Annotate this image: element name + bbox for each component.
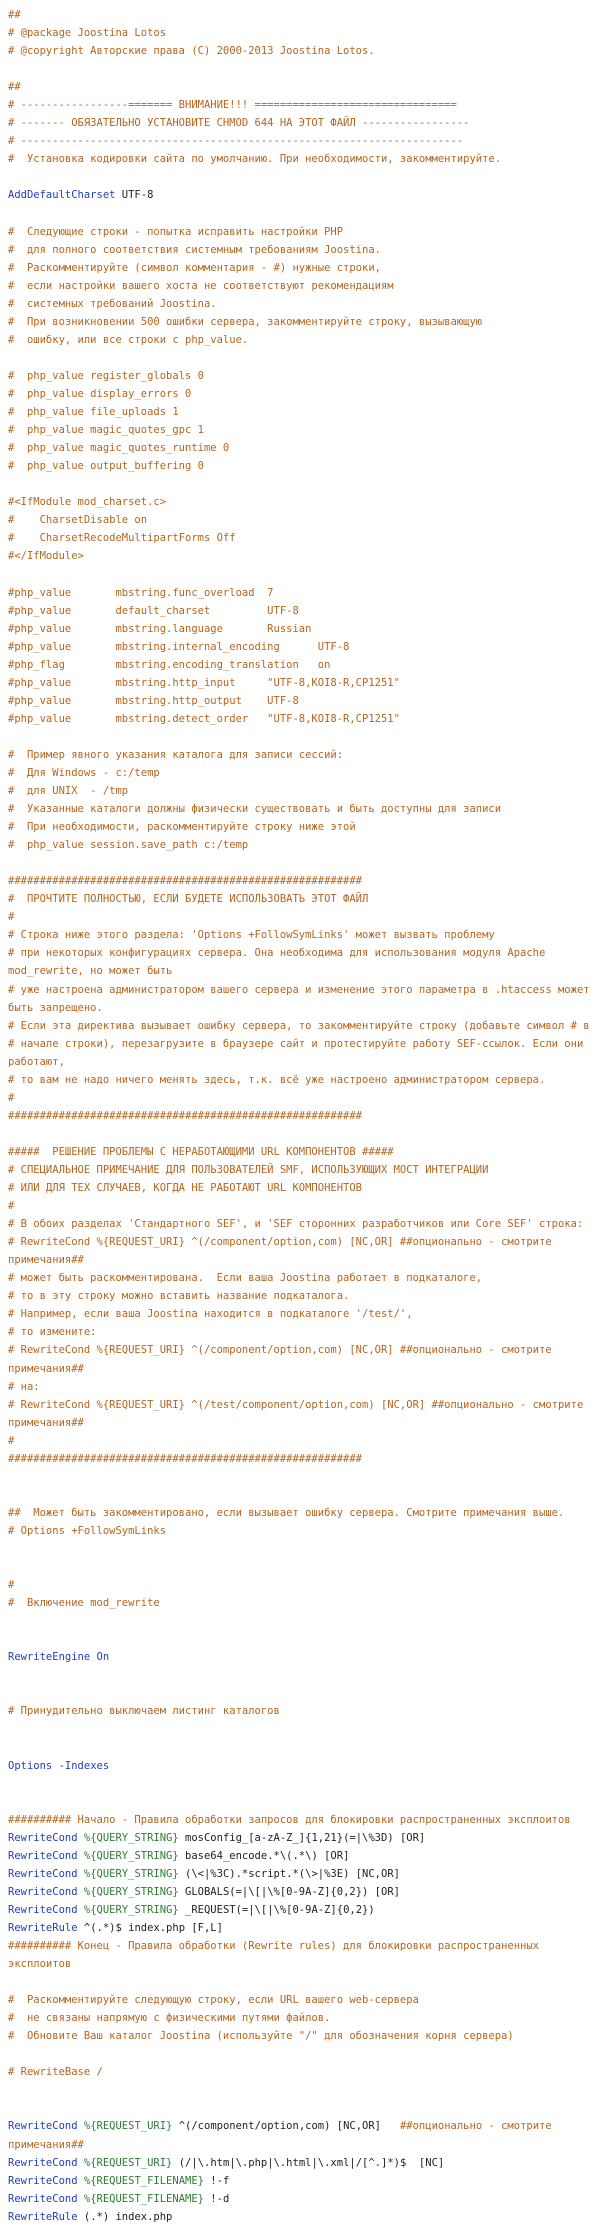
- comment-text: # Следующие строки - попытка исправить настройки PHP: [8, 225, 344, 238]
- code-line: [8, 692, 592, 710]
- code-line: [8, 547, 592, 565]
- code-line: [8, 1594, 592, 1612]
- code-line: [8, 1720, 592, 1738]
- comment-text: #php_flag mbstring.encoding_translation on: [8, 658, 331, 671]
- comment-text: #php_value mbstring.language Russian: [8, 622, 312, 635]
- code-line: [8, 981, 596, 1017]
- comment-text: # php_value file_uploads 1: [8, 406, 179, 419]
- code-line: [8, 1937, 592, 1973]
- code-line: [8, 2154, 592, 2172]
- code-text: !-d: [203, 2192, 230, 2205]
- code-text: (/|\.htm|\.php|\.html|\.xml|/[^.]*)$ [NC]: [172, 2156, 445, 2169]
- comment-text: # для UNIX - /tmp: [8, 785, 129, 798]
- code-line: [8, 782, 592, 800]
- code-line: [8, 259, 592, 277]
- server-variable: %{REQUEST_URI}: [83, 2120, 173, 2133]
- comment-text: ########## Конец - Правила обработки (Rewrite rules) для блокировки распространенных эксплоитов: [8, 1940, 546, 1971]
- directive-keyword: RewriteCond: [8, 2156, 78, 2169]
- comment-text: ########################################################: [8, 1452, 363, 1465]
- comment-text: # если настройки вашего хоста не соответствуют рекомендациям: [8, 279, 394, 292]
- comment-text: #: [8, 1200, 15, 1213]
- code-line: [8, 1323, 592, 1341]
- code-line: [8, 205, 592, 223]
- comment-text: # -----------------======= ВНИМАНИЕ!!! ================================: [8, 99, 457, 112]
- comment-text: # уже настроена администратором вашего сервера и изменение этого параметра в .htaccess может быть запрещено.: [8, 983, 596, 1014]
- code-line: [8, 854, 592, 872]
- code-line: [8, 908, 592, 926]
- code-line: [8, 186, 592, 204]
- code-line: [8, 1125, 592, 1143]
- code-line: [8, 1161, 592, 1179]
- code-line: [8, 2027, 592, 2045]
- comment-text: # Пример явного указания каталога для записи сессий:: [8, 748, 344, 761]
- code-line: [8, 1576, 592, 1594]
- code-line: [8, 1973, 592, 1991]
- server-variable: %{QUERY_STRING}: [83, 1849, 179, 1862]
- code-line: [8, 1486, 592, 1504]
- code-line: [8, 96, 592, 114]
- code-text: ^(.*)$ index.php [F,L]: [77, 1921, 223, 1934]
- code-line: [8, 349, 592, 367]
- comment-text: # ------- ОБЯЗАТЕЛЬНО УСТАНОВИТЕ CHMOD 644 НА ЭТОТ ФАЙЛ -----------------: [8, 117, 470, 130]
- comment-text: # php_value display_errors 0: [8, 387, 192, 400]
- comment-text: ########################################################: [8, 1109, 363, 1122]
- code-text: ^(/component/option,com) [NC,OR]: [172, 2120, 400, 2133]
- comment-text: # Если эта директива вызывает ошибку сервера, то закомментируйте строку (добавьте символ # в: [8, 1019, 590, 1032]
- code-text: (.*) index.php: [77, 2210, 173, 2223]
- comment-text: ##опционально - смотрите примечания##: [8, 2120, 559, 2151]
- code-line: [8, 710, 592, 728]
- code-line: [8, 1540, 592, 1558]
- code-line: [8, 439, 592, 457]
- code-line: [8, 656, 592, 674]
- server-variable: %{QUERY_STRING}: [83, 1867, 179, 1880]
- comment-text: ##: [8, 81, 21, 94]
- comment-text: # Включение mod_rewrite: [8, 1597, 160, 1610]
- code-line: [8, 2190, 592, 2208]
- server-variable: %{REQUEST_FILENAME}: [83, 2174, 204, 2187]
- code-line: [8, 890, 592, 908]
- code-text: !-f: [203, 2174, 230, 2187]
- code-line: [8, 800, 592, 818]
- code-line: [8, 1901, 592, 1919]
- comment-text: # не связаны напрямую с физическими путями файлов.: [8, 2012, 331, 2025]
- directive-keyword: RewriteCond: [8, 1885, 78, 1898]
- code-line: [8, 2009, 592, 2027]
- code-line: [8, 475, 592, 493]
- directive-keyword: RewriteCond: [8, 2120, 78, 2133]
- code-line: [8, 1684, 592, 1702]
- code-line: [8, 114, 592, 132]
- code-text: GLOBALS(=|\[|\%[0-9A-Z]{0,2}) [OR]: [178, 1885, 400, 1898]
- code-line: [8, 132, 592, 150]
- code-text: _REQUEST(=|\[|\%[0-9A-Z]{0,2}): [178, 1903, 375, 1916]
- comment-text: ########## Начало - Правила обработки запросов для блокировки распространенных эксплоитов: [8, 1813, 571, 1826]
- comment-text: # php_value magic_quotes_runtime 0: [8, 442, 230, 455]
- code-line: [8, 421, 592, 439]
- code-line: [8, 1757, 592, 1775]
- code-line: [8, 457, 592, 475]
- comment-text: # Раскомментируйте следующую строку, если URL вашего web-сервера: [8, 1994, 419, 2007]
- comment-text: # ИЛИ ДЛЯ ТЕХ СЛУЧАЕВ, КОГДА НЕ РАБОТАЮТ URL КОМПОНЕНТОВ: [8, 1182, 363, 1195]
- code-text: UTF-8: [115, 189, 154, 202]
- code-line: [8, 2172, 592, 2190]
- code-line: [8, 223, 592, 241]
- directive-keyword: RewriteRule: [8, 1921, 78, 1934]
- code-line: [8, 746, 592, 764]
- code-line: [8, 367, 592, 385]
- comment-text: # RewriteBase /: [8, 2066, 103, 2079]
- code-line: [8, 529, 592, 547]
- code-line: [8, 1089, 592, 1107]
- directive-keyword: RewriteRule: [8, 2210, 78, 2223]
- code-line: [8, 78, 592, 96]
- comment-text: # для полного соответствия системным требованиям Joostina.: [8, 243, 381, 256]
- comment-text: # Раскомментируйте (символ комментария - #) нужные строки,: [8, 261, 381, 274]
- code-line: [8, 818, 592, 836]
- code-line: [8, 1071, 592, 1089]
- code-line: [8, 1432, 592, 1450]
- directive-keyword: RewriteEngine: [8, 1651, 91, 1664]
- code-line: [8, 1739, 592, 1757]
- code-line: [8, 1468, 592, 1486]
- code-line: [8, 6, 592, 24]
- code-text: (\<|%3C).*script.*(\>|%3E) [NC,OR]: [178, 1867, 400, 1880]
- code-line: [8, 1378, 592, 1396]
- code-line: [8, 2099, 592, 2117]
- code-line: [8, 1107, 592, 1125]
- code-line: [8, 277, 592, 295]
- directive-keyword: RewriteCond: [8, 1903, 78, 1916]
- server-variable: %{REQUEST_URI}: [83, 2156, 173, 2169]
- comment-text: #<IfModule mod_charset.c>: [8, 496, 167, 509]
- code-line: [8, 403, 592, 421]
- comment-text: ## Может быть закомментировано, если вызывает ошибку сервера. Смотрите примечания выше.: [8, 1506, 565, 1519]
- comment-text: # php_value session.save_path c:/temp: [8, 839, 249, 852]
- comment-text: #: [8, 1434, 15, 1447]
- code-line: [8, 1775, 592, 1793]
- code-line: [8, 1179, 592, 1197]
- comment-text: # системных требований Joostina.: [8, 297, 217, 310]
- code-line: [8, 385, 592, 403]
- code-line: [8, 638, 592, 656]
- directive-keyword: RewriteCond: [8, 1867, 78, 1880]
- code-line: [8, 42, 592, 60]
- comment-text: #php_value mbstring.internal_encoding UTF-8: [8, 640, 350, 653]
- directive-keyword: RewriteCond: [8, 1849, 78, 1862]
- comment-text: # на:: [8, 1380, 40, 1393]
- code-line: [8, 728, 592, 746]
- code-line: [8, 1287, 592, 1305]
- comment-text: # CharsetDisable on: [8, 514, 148, 527]
- comment-text: ########################################################: [8, 875, 363, 888]
- code-line: [8, 511, 592, 529]
- code-line: [8, 872, 592, 890]
- code-line: [8, 2063, 592, 2081]
- code-line: [8, 1197, 592, 1215]
- comment-text: #php_value default_charset UTF-8: [8, 604, 299, 617]
- directive-keyword: RewriteCond: [8, 2174, 78, 2187]
- comment-text: # Например, если ваша Joostina находится в подкаталоге '/test/',: [8, 1308, 413, 1321]
- comment-text: # @copyright Авторские права (C) 2000-2013 Joostina Lotos.: [8, 45, 375, 58]
- code-line: [8, 1504, 592, 1522]
- code-line: [8, 24, 592, 42]
- comment-text: # Указанные каталоги должны физически существовать и быть доступны для записи: [8, 803, 502, 816]
- comment-text: # может быть раскомментирована. Если ваша Joostina работает в подкаталоге,: [8, 1272, 483, 1285]
- code-line: [8, 1883, 592, 1901]
- directive-keyword: AddDefaultCharset: [8, 189, 116, 202]
- code-line: [8, 1811, 592, 1829]
- comment-text: # RewriteCond %{REQUEST_URI} ^(/component/option,com) [NC,OR] ##опционально - смотрите примечания##: [8, 1236, 558, 1267]
- code-line: [8, 1919, 592, 1937]
- comment-text: # php_value magic_quotes_gpc 1: [8, 424, 204, 437]
- code-line: [8, 1522, 592, 1540]
- code-line: [8, 60, 592, 78]
- comment-text: # Принудительно выключаем листинг каталогов: [8, 1705, 280, 1718]
- code-line: [8, 836, 592, 854]
- code-line: [8, 331, 592, 349]
- comment-text: # RewriteCond %{REQUEST_URI} ^(/test/component/option,com) [NC,OR] ##опционально - смотрите примечания##: [8, 1398, 590, 1429]
- code-line: [8, 1865, 592, 1883]
- code-line: [8, 1666, 592, 1684]
- code-line: [8, 241, 592, 259]
- code-line: [8, 1233, 592, 1269]
- code-line: [8, 1847, 592, 1865]
- code-text: base64_encode.*\(.*\) [OR]: [178, 1849, 350, 1862]
- comment-text: # то измените:: [8, 1326, 97, 1339]
- code-line: [8, 1829, 592, 1847]
- code-line: [8, 926, 592, 944]
- code-line: [8, 1648, 592, 1666]
- server-variable: %{QUERY_STRING}: [83, 1885, 179, 1898]
- server-variable: %{QUERY_STRING}: [83, 1903, 179, 1916]
- comment-text: # Установка кодировки сайта по умолчанию. При необходимости, закомментируйте.: [8, 153, 502, 166]
- code-line: [8, 674, 592, 692]
- comment-text: # начале строки), перезагрузите в браузере сайт и протестируйте работу SEF-ссылок. Если они работают,: [8, 1037, 590, 1068]
- code-line: [8, 1143, 592, 1161]
- comment-text: # при некоторых конфигурациях сервера. Она необходима для использования модуля Apache mod_rewrite, но может быть: [8, 947, 552, 978]
- code-line: [8, 584, 592, 602]
- comment-text: #</IfModule>: [8, 550, 84, 563]
- comment-text: # В обоих разделах 'Стандартного SEF', и 'SEF сторонних разработчиков или Core SEF' строка:: [8, 1218, 584, 1231]
- code-line: [8, 565, 592, 583]
- comment-text: # Options +FollowSymLinks: [8, 1524, 167, 1537]
- comment-text: # то в эту строку можно вставить название подкаталога.: [8, 1290, 350, 1303]
- code-line: [8, 2117, 592, 2153]
- code-line: [8, 493, 592, 511]
- code-line: [8, 168, 592, 186]
- comment-text: #php_value mbstring.http_input "UTF-8,KOI8-R,CP1251": [8, 676, 400, 689]
- comment-text: # RewriteCond %{REQUEST_URI} ^(/component/option,com) [NC,OR] ##опционально - смотрите примечания##: [8, 1344, 558, 1375]
- code-line: [8, 944, 592, 980]
- code-line: [8, 313, 592, 331]
- code-line: [8, 602, 592, 620]
- comment-text: #php_value mbstring.detect_order "UTF-8,KOI8-R,CP1251": [8, 712, 400, 725]
- comment-text: ##: [8, 9, 21, 21]
- comment-text: ##### РЕШЕНИЕ ПРОБЛЕМЫ С НЕРАБОТАЮЩИМИ URL КОМПОНЕНТОВ #####: [8, 1145, 394, 1158]
- comment-text: # При возникновении 500 ошибки сервера, закомментируйте строку, вызывающую: [8, 315, 483, 328]
- code-line: [8, 1793, 592, 1811]
- directive-keyword: On: [96, 1651, 110, 1664]
- code-line: [8, 1215, 592, 1233]
- directive-keyword: RewriteCond: [8, 1831, 78, 1844]
- code-line: [8, 1558, 592, 1576]
- code-text: mosConfig_[a-zA-Z_]{1,21}(=|\%3D) [OR]: [178, 1831, 426, 1844]
- code-line: [8, 1341, 592, 1377]
- comment-text: #: [8, 1579, 15, 1592]
- comment-text: # Для Windows - c:/temp: [8, 766, 160, 779]
- code-line: [8, 1035, 592, 1071]
- directive-keyword: -Indexes: [58, 1759, 110, 1772]
- comment-text: # ----------------------------------------------------------------------: [8, 135, 464, 148]
- comment-text: # При необходимости, раскомментируйте строку ниже этой: [8, 821, 356, 834]
- server-variable: %{REQUEST_FILENAME}: [83, 2192, 204, 2205]
- directive-keyword: Options: [8, 1759, 53, 1772]
- server-variable: %{QUERY_STRING}: [83, 1831, 179, 1844]
- comment-text: # ошибку, или все строки с php_value.: [8, 333, 249, 346]
- comment-text: # ПРОЧТИТЕ ПОЛНОСТЬЮ, ЕСЛИ БУДЕТЕ ИСПОЛЬЗОВАТЬ ЭТОТ ФАЙЛ: [8, 893, 369, 906]
- comment-text: #php_value mbstring.http_output UTF-8: [8, 694, 299, 707]
- code-line: [8, 764, 592, 782]
- comment-text: #: [8, 911, 15, 924]
- comment-text: # @package Joostina Lotos: [8, 27, 167, 40]
- code-line: [8, 2045, 592, 2063]
- code-line: [8, 1269, 592, 1287]
- code-line: [8, 1450, 592, 1468]
- comment-text: # php_value register_globals 0: [8, 369, 204, 382]
- comment-text: # Обновите Ваш каталог Joostina (используйте "/" для обозначения корня сервера): [8, 2030, 514, 2043]
- comment-text: #php_value mbstring.func_overload 7: [8, 586, 274, 599]
- comment-text: # CharsetRecodeMultipartForms Off: [8, 532, 236, 545]
- code-line: [8, 295, 592, 313]
- code-line: [8, 1612, 592, 1630]
- code-line: [8, 2208, 592, 2226]
- code-line: [8, 1305, 592, 1323]
- comment-text: # СПЕЦИАЛЬНОЕ ПРИМЕЧАНИЕ ДЛЯ ПОЛЬЗОВАТЕЛЕЙ SMF, ИСПОЛЬЗУЮЩИХ МОСТ ИНТЕГРАЦИИ: [8, 1164, 489, 1176]
- code-line: [8, 620, 592, 638]
- comment-text: # php_value output_buffering 0: [8, 460, 204, 473]
- directive-keyword: RewriteCond: [8, 2192, 78, 2205]
- comment-text: # то вам не надо ничего менять здесь, т.к. всё уже настроено администратором сервера.: [8, 1073, 546, 1086]
- code-line: [8, 1630, 592, 1648]
- code-line: [8, 2081, 592, 2099]
- code-line: [8, 150, 592, 168]
- code-line: [8, 1702, 592, 1720]
- code-line: [8, 1017, 592, 1035]
- code-line: [8, 1396, 592, 1432]
- comment-text: #: [8, 1091, 15, 1104]
- comment-text: # Строка ниже этого раздела: 'Options +FollowSymLinks' может вызвать проблему: [8, 929, 495, 942]
- code-line: [8, 1991, 592, 2009]
